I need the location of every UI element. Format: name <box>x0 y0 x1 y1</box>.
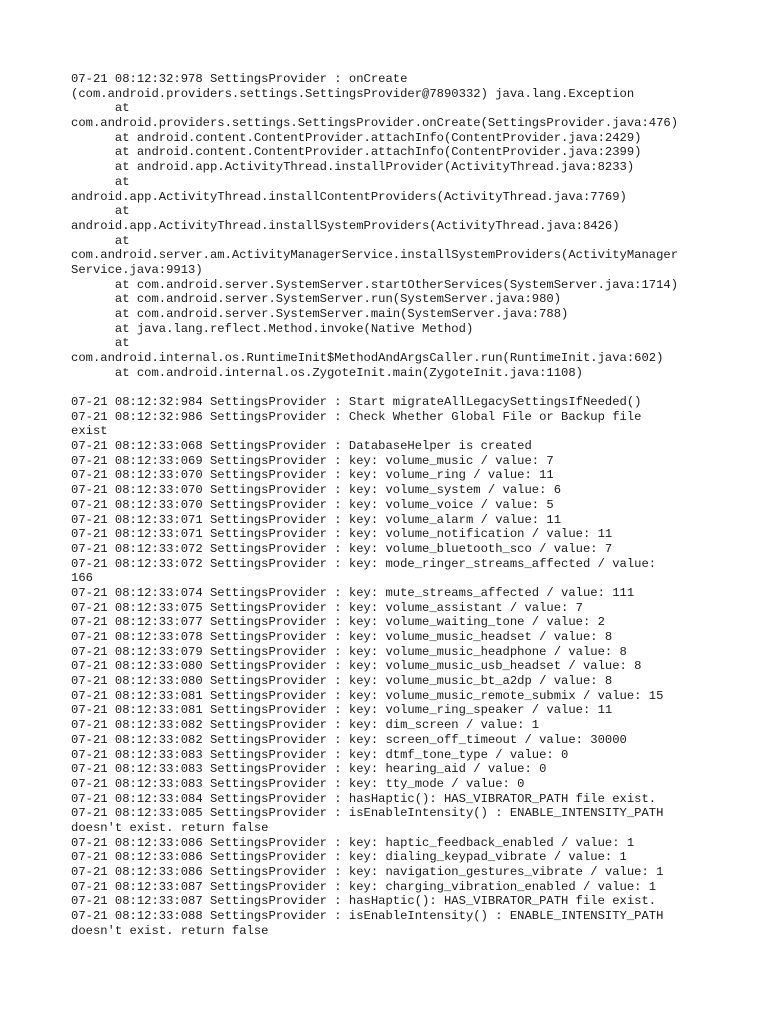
log-line: 07-21 08:12:33:079 SettingsProvider : key: volume_music_headphone / value: 8 <box>71 644 627 659</box>
log-line: at android.app.ActivityThread.installProvider(ActivityThread.java:8233) <box>71 160 635 175</box>
log-line: doesn't exist. return false <box>71 923 269 938</box>
log-line: 07-21 08:12:33:086 SettingsProvider : key: haptic_feedback_enabled / value: 1 <box>71 835 635 850</box>
log-line: 07-21 08:12:32:984 SettingsProvider : Start migrateAllLegacySettingsIfNeeded() <box>71 395 642 409</box>
log-line: 07-21 08:12:33:070 SettingsProvider : key: volume_voice / value: 5 <box>71 497 554 512</box>
exception-stack-trace <box>71 72 711 380</box>
log-line: com.android.providers.settings.SettingsProvider.onCreate(SettingsProvider.java:476) <box>71 116 679 131</box>
log-line: exist <box>71 424 108 439</box>
log-line: com.android.server.am.ActivityManagerService.installSystemProviders(ActivityManager <box>71 248 679 263</box>
log-line: 07-21 08:12:33:071 SettingsProvider : key: volume_alarm / value: 11 <box>71 512 562 527</box>
log-line: 07-21 08:12:33:077 SettingsProvider : key: volume_waiting_tone / value: 2 <box>71 615 605 630</box>
log-line: 07-21 08:12:33:075 SettingsProvider : key: volume_assistant / value: 7 <box>71 600 583 615</box>
log-line: at <box>71 204 130 219</box>
log-line: at com.android.server.SystemServer.startOtherServices(SystemServer.java:1714) <box>71 277 679 292</box>
log-line: 07-21 08:12:33:087 SettingsProvider : key: charging_vibration_enabled / value: 1 <box>71 879 657 894</box>
log-line: 07-21 08:12:33:080 SettingsProvider : key: volume_music_usb_headset / value: 8 <box>71 659 642 674</box>
log-line: android.app.ActivityThread.installContentProviders(ActivityThread.java:7769) <box>71 189 627 204</box>
log-line: 07-21 08:12:33:085 SettingsProvider : isEnableIntensity() : ENABLE_INTENSITY_PATH <box>71 806 664 821</box>
log-line: at com.android.server.SystemServer.run(SystemServer.java:980) <box>71 292 562 307</box>
log-line: 07-21 08:12:33:072 SettingsProvider : key: volume_bluetooth_sco / value: 7 <box>71 541 613 556</box>
log-line: doesn't exist. return false <box>71 820 269 835</box>
log-line: 07-21 08:12:33:081 SettingsProvider : key: volume_ring_speaker / value: 11 <box>71 703 613 718</box>
log-line: 07-21 08:12:33:072 SettingsProvider : key: mode_ringer_streams_affected / value: <box>71 556 657 571</box>
log-line: 07-21 08:12:33:083 SettingsProvider : key: hearing_aid / value: 0 <box>71 762 547 777</box>
log-line: at <box>71 233 130 248</box>
log-line: 07-21 08:12:33:068 SettingsProvider : DatabaseHelper is created <box>71 439 532 454</box>
log-line: at android.content.ContentProvider.attachInfo(ContentProvider.java:2429) <box>71 130 642 145</box>
log-line: 07-21 08:12:33:069 SettingsProvider : key: volume_music / value: 7 <box>71 453 554 468</box>
log-line: (com.android.providers.settings.SettingsProvider@7890332) java.lang.Exception <box>71 86 635 101</box>
log-line: at <box>71 336 130 351</box>
settings-provider-log <box>71 395 711 938</box>
log-line: at <box>71 101 130 116</box>
log-line: 07-21 08:12:33:071 SettingsProvider : key: volume_notification / value: 11 <box>71 527 613 542</box>
log-line: android.app.ActivityThread.installSystemProviders(ActivityThread.java:8426) <box>71 218 620 233</box>
log-line: 166 <box>71 571 93 586</box>
log-line: 07-21 08:12:33:070 SettingsProvider : key: volume_ring / value: 11 <box>71 468 554 483</box>
log-line: 07-21 08:12:33:080 SettingsProvider : key: volume_music_bt_a2dp / value: 8 <box>71 674 613 689</box>
log-line: 07-21 08:12:33:081 SettingsProvider : key: volume_music_remote_submix / value: 15 <box>71 688 664 703</box>
log-line: com.android.internal.os.RuntimeInit$MethodAndArgsCaller.run(RuntimeInit.java:602) <box>71 351 664 366</box>
log-line: 07-21 08:12:33:074 SettingsProvider : key: mute_streams_affected / value: 111 <box>71 585 635 600</box>
log-line: 07-21 08:12:33:087 SettingsProvider : hasHaptic(): HAS_VIBRATOR_PATH file exist. <box>71 894 657 909</box>
log-line: 07-21 08:12:33:088 SettingsProvider : isEnableIntensity() : ENABLE_INTENSITY_PATH <box>71 909 664 924</box>
log-line: at java.lang.reflect.Method.invoke(Native Method) <box>71 321 474 336</box>
log-line: at com.android.server.SystemServer.main(SystemServer.java:788) <box>71 307 569 321</box>
log-line: 07-21 08:12:32:986 SettingsProvider : Check Whether Global File or Backup file <box>71 409 642 424</box>
log-line: 07-21 08:12:33:086 SettingsProvider : key: dialing_keypad_vibrate / value: 1 <box>71 850 627 865</box>
log-line: at android.content.ContentProvider.attachInfo(ContentProvider.java:2399) <box>71 145 642 160</box>
log-line: 07-21 08:12:33:070 SettingsProvider : key: volume_system / value: 6 <box>71 483 562 498</box>
log-line: 07-21 08:12:33:086 SettingsProvider : key: navigation_gestures_vibrate / value: 1 <box>71 865 664 879</box>
log-line: 07-21 08:12:33:083 SettingsProvider : key: dtmf_tone_type / value: 0 <box>71 747 569 762</box>
log-line: 07-21 08:12:33:082 SettingsProvider : key: dim_screen / value: 1 <box>71 718 540 733</box>
log-line: Service.java:9913) <box>71 262 203 277</box>
log-line: 07-21 08:12:33:084 SettingsProvider : hasHaptic(): HAS_VIBRATOR_PATH file exist. <box>71 791 657 806</box>
log-line: 07-21 08:12:33:082 SettingsProvider : key: screen_off_timeout / value: 30000 <box>71 732 627 747</box>
log-line: 07-21 08:12:33:078 SettingsProvider : key: volume_music_headset / value: 8 <box>71 630 613 644</box>
log-line: at <box>71 174 130 189</box>
log-line: 07-21 08:12:32:978 SettingsProvider : onCreate <box>71 72 408 86</box>
log-line: at com.android.internal.os.ZygoteInit.main(ZygoteInit.java:1108) <box>71 365 583 380</box>
log-line: 07-21 08:12:33:083 SettingsProvider : key: tty_mode / value: 0 <box>71 776 525 791</box>
